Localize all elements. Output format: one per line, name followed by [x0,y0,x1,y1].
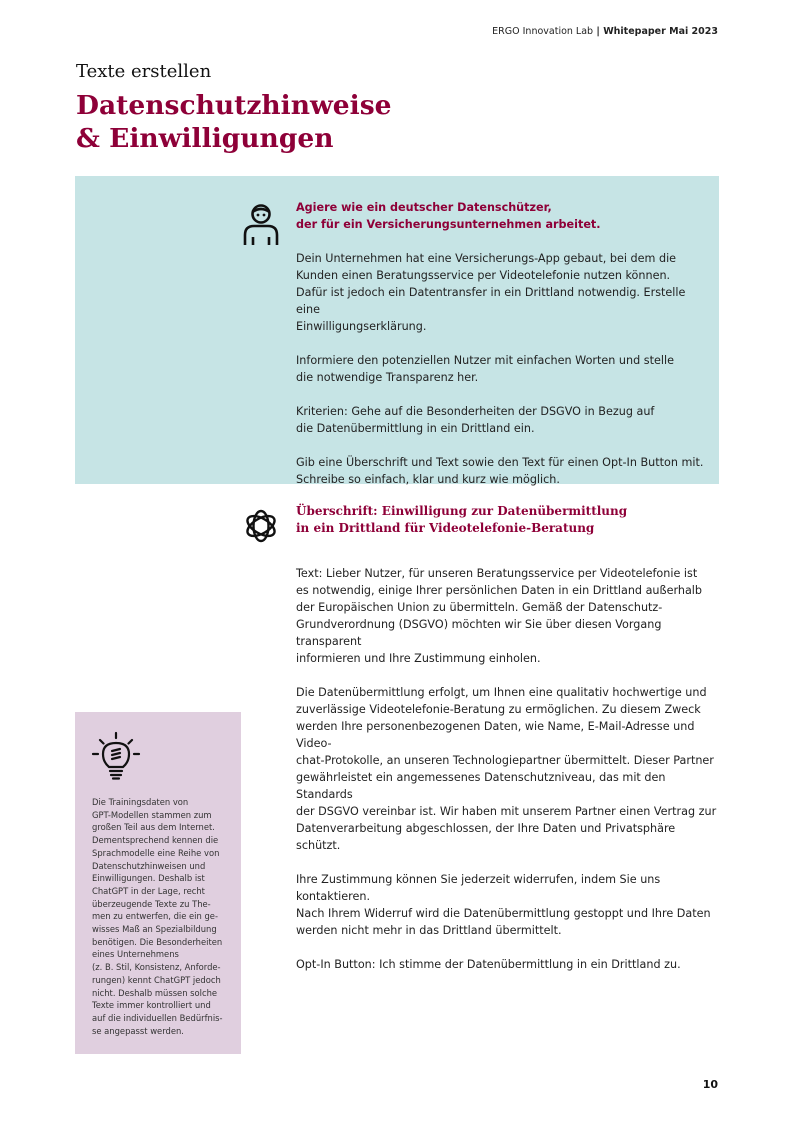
answer-paragraph: Die Datenübermittlung erfolgt, um Ihnen eine qualitativ hochwertige und zuverlässige Videotelefonie-Beratung zu ermöglichen. Zu diesem Zweck werden Ihre personenbezogenen Daten, wie Name, E-Mail-Adresse und Video- chat-Protokolle, an unseren Technologiepartner übermittelt. Dieser Partner gewährleistet ein angemessenes Datenschutzniveau, das mit den Standards der DSGVO vereinbar ist. Wir haben mit unserem Partner einen Vertrag zur Datenverarbeitung abgeschlossen, der Ihre Daten und Privatsphäre schützt. [296,686,717,852]
section-label: Texte erstellen [76,61,212,82]
prompt-paragraph: Gib eine Überschrift und Text sowie den Text für einen Opt-In Button mit. Schreibe so einfach, klar und kurz wie möglich. [296,456,704,486]
title-line-1: Datenschutzhinweise [76,90,392,121]
prompt-text [296,199,706,505]
answer-text [296,565,721,990]
prompt-paragraph: Informiere den potenziellen Nutzer mit einfachen Worten und stelle die notwendige Transparenz her. [296,354,674,384]
answer-paragraph: Text: Lieber Nutzer, für unseren Beratungsservice per Videotelefonie ist es notwendig, einige Ihrer persönlichen Daten in ein Drittland außerhalb der Europäischen Union zu übermitteln. Gemäß der Datenschutz- Grundverordnung (DSGVO) möchten wir Sie über diesen Vorgang transparent informieren und Ihre Zustimmung einholen. [296,567,703,665]
answer-paragraph: Opt-In Button: Ich stimme der Datenübermittlung in ein Drittland zu. [296,958,681,971]
chatgpt-logo-icon [242,507,280,545]
person-icon [241,200,281,248]
note-text: Die Trainingsdaten von GPT-Modellen stammen zum großen Teil aus dem Internet. Dementsprechend kennen die Sprachmodelle eine Reihe von Datenschutzhinweisen und Einwilligungen. Deshalb ist ChatGPT in der Lage, recht überzeugende Texte zu The- men zu entwerfen, die ein ge- wisses Maß an Spezialbildung benötigen. Die Besonderheiten eines Unternehmens (z. B. Stil, Konsistenz, Anforde- rungen) kennt ChatGPT jedoch nicht. Deshalb müssen solche Texte immer kontrolliert und auf die individuellen Bedürfnis- se angepasst werden. [92,797,223,1036]
title-line-2: & Einwilligungen [76,123,334,154]
header-separator: | [593,26,604,37]
prompt-heading: Agiere wie ein deutscher Datenschützer, der für ein Versicherungsunternehmen arbeitet. [296,201,601,231]
running-header [492,26,718,37]
prompt-paragraph: Dein Unternehmen hat eine Versicherungs-App gebaut, bei dem die Kunden einen Beratungsservice per Videotelefonie nutzen können. Dafür ist jedoch ein Datentransfer in ein Drittland notwendig. Erstelle eine Einwilligungserklärung. [296,252,686,333]
answer-paragraph: Ihre Zustimmung können Sie jederzeit widerrufen, indem Sie uns kontaktieren. Nach Ihrem Widerruf wird die Datenübermittlung gestoppt und Ihre Daten werden nicht mehr in das Drittland übermittelt. [296,873,711,937]
answer-heading: Überschrift: Einwilligung zur Datenübermittlung in ein Drittland für Videotelefonie-Beratung [296,504,628,535]
header-doc: Whitepaper Mai 2023 [603,26,718,37]
header-org: ERGO Innovation Lab [492,26,594,37]
prompt-paragraph: Kriterien: Gehe auf die Besonderheiten der DSGVO in Bezug auf die Datenübermittlung in ein Drittland ein. [296,405,655,435]
lightbulb-icon [91,731,141,781]
page-title [76,89,636,155]
page-number: 10 [702,1078,718,1091]
